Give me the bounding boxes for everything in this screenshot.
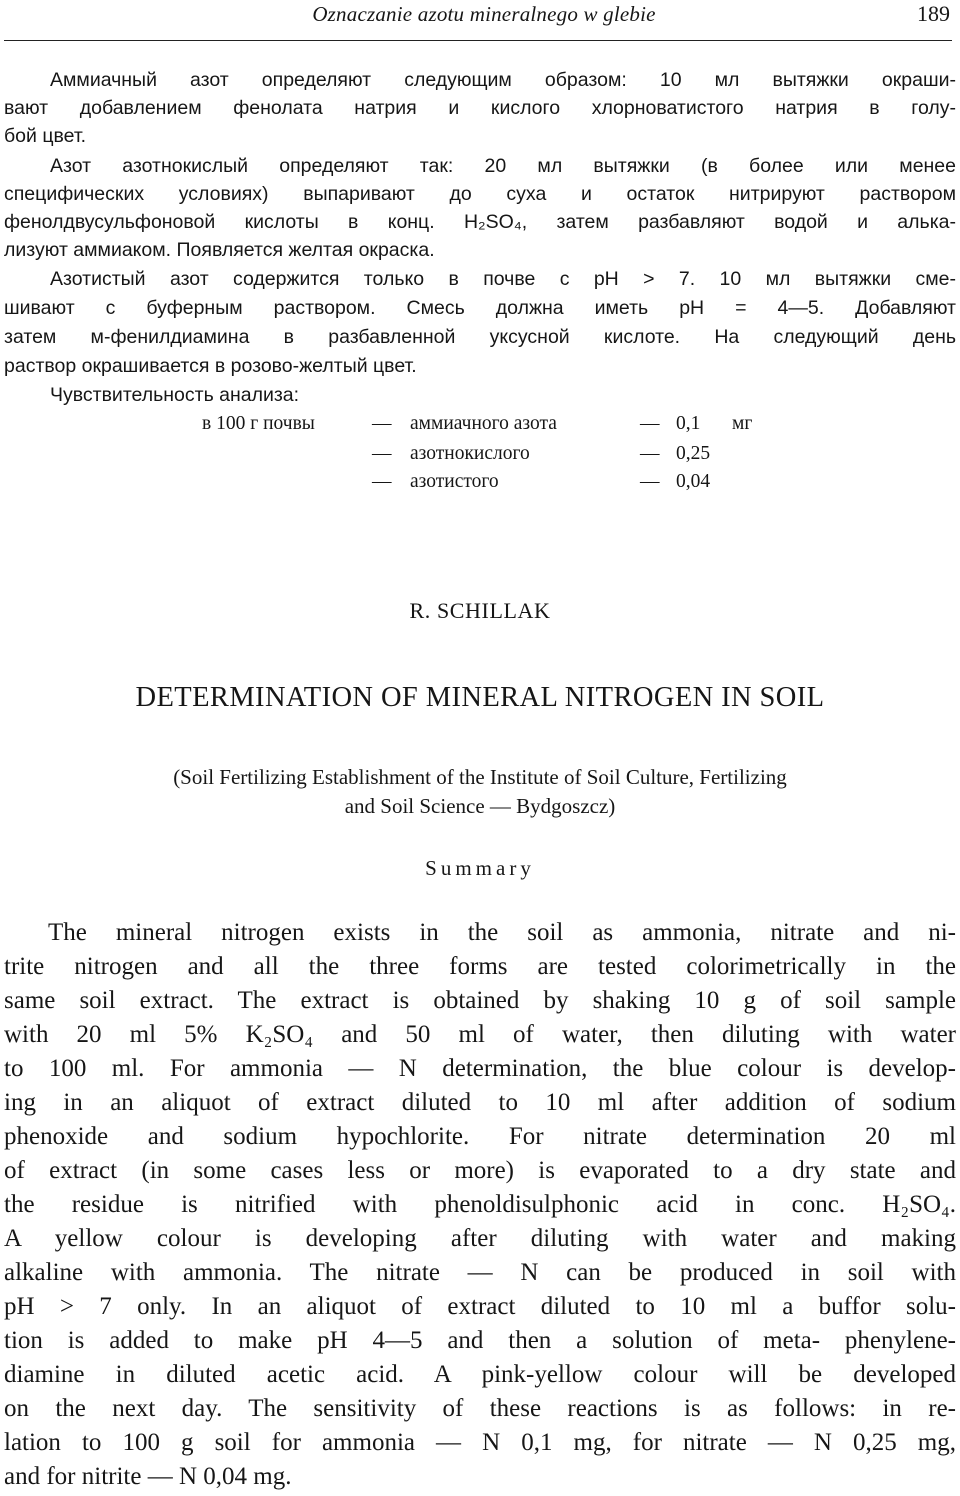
sensitivity-value: 0,25 <box>676 443 711 464</box>
summary-heading: Summary <box>425 856 535 880</box>
affiliation-line: (Soil Fertilizing Establishment of the Institute of Soil Culture, Fertilizing <box>173 765 787 789</box>
sensitivity-value: 0,04 <box>676 471 711 492</box>
ru-line: лизуют аммиаком. Появляется желтая окраска. <box>4 239 435 261</box>
summary-line: same soil extract. The extract is obtained by shaking 10 g of soil sample <box>4 987 956 1014</box>
summary-line: on the next day. The sensitivity of these reactions is as follows: in re- <box>4 1395 956 1422</box>
summary-line: diamine in diluted acetic acid. A pink-yellow colour will be developed <box>4 1361 956 1388</box>
article-title: DETERMINATION OF MINERAL NITROGEN IN SOIL <box>135 682 825 713</box>
summary-line: A yellow colour is developing after diluting with water and making <box>4 1225 956 1252</box>
ru-line: Чувствительность анализа: <box>50 384 300 406</box>
ru-line: шивают с буферным раствором. Смесь должна иметь pH = 4—5. Добавляют <box>4 297 956 319</box>
sensitivity-name: аммиачного азота <box>410 413 557 434</box>
summary-line: phenoxide and sodium hypochlorite. For nitrate determination 20 ml <box>4 1123 956 1150</box>
summary-line: alkaline with ammonia. The nitrate — N can be produced in soil with <box>4 1259 956 1286</box>
sensitivity-name: азотистого <box>410 471 499 492</box>
ru-line: специфических условиях) выпаривают до суха и остаток нитрируют раствором <box>4 183 956 205</box>
ru-line: раствор окрашивается в розово-желтый цвет. <box>4 355 417 377</box>
ru-line: вают добавлением фенолата натрия и кислого хлорноватистого натрия в голу- <box>4 97 956 119</box>
sensitivity-row <box>0 468 960 496</box>
summary-line: pH > 7 only. In an aliquot of extract diluted to 10 ml a buffor solu- <box>4 1293 956 1320</box>
ru-line: бой цвет. <box>4 125 87 147</box>
summary-line: with 20 ml 5% K₂SO₄ and 50 ml of water, then diluting with water <box>4 1021 956 1048</box>
author-name: R. SCHILLAK <box>409 598 551 623</box>
dash: — <box>640 413 660 434</box>
summary-line: and for nitrite — N 0,04 mg. <box>4 1463 292 1490</box>
summary-line: ing in an aliquot of extract diluted to 10 ml after addition of sodium <box>4 1089 956 1116</box>
summary-line: the residue is nitrified with phenoldisulphonic acid in conc. H₂SO₄. <box>4 1191 956 1218</box>
dash: — <box>640 443 660 464</box>
sensitivity-value: 0,1 <box>676 413 701 434</box>
affiliation-line: and Soil Science — Bydgoszcz) <box>344 794 616 818</box>
page-number: 189 <box>917 1 950 26</box>
sensitivity-row <box>0 410 960 438</box>
summary-line: lation to 100 g soil for ammonia — N 0,1 mg, for nitrate — N 0,25 mg, <box>4 1429 956 1456</box>
summary-line: The mineral nitrogen exists in the soil as ammonia, nitrate and ni- <box>48 919 956 946</box>
summary-line: of extract (in some cases less or more) is evaporated to a dry state and <box>4 1157 956 1184</box>
dash: — <box>372 413 392 434</box>
dash: — <box>372 443 392 464</box>
running-header <box>4 0 952 41</box>
summary-line: trite nitrogen and all the three forms are tested colorimetrically in the <box>4 953 956 980</box>
ru-line: фенолдвусульфоновой кислоты в конц. H₂SO₄, затем разбавляют водой и алька- <box>4 211 956 233</box>
ru-line: Аммиачный азот определяют следующим образом: 10 мл вытяжки окраши- <box>50 69 956 91</box>
running-title: Oznaczanie azotu mineralnego w glebie <box>312 2 656 26</box>
summary-line: to 100 ml. For ammonia — N determination, the blue colour is develop- <box>4 1055 956 1082</box>
sensitivity-prefix: в 100 г почвы <box>202 413 315 434</box>
sensitivity-unit: мг <box>732 413 753 434</box>
ru-line: затем м-фенилдиамина в разбавленной уксусной кислоте. На следующий день <box>4 326 956 348</box>
sensitivity-row <box>0 440 960 468</box>
summary-line: tion is added to make pH 4—5 and then a solution of meta- phenylene- <box>4 1327 956 1354</box>
dash: — <box>640 471 660 492</box>
dash: — <box>372 471 392 492</box>
ru-line: Азот азотнокислый определяют так: 20 мл вытяжки (в более или менее <box>50 155 956 177</box>
sensitivity-name: азотнокислого <box>410 443 530 464</box>
ru-line: Азотистый азот содержится только в почве с pH > 7. 10 мл вытяжки сме- <box>50 268 956 290</box>
